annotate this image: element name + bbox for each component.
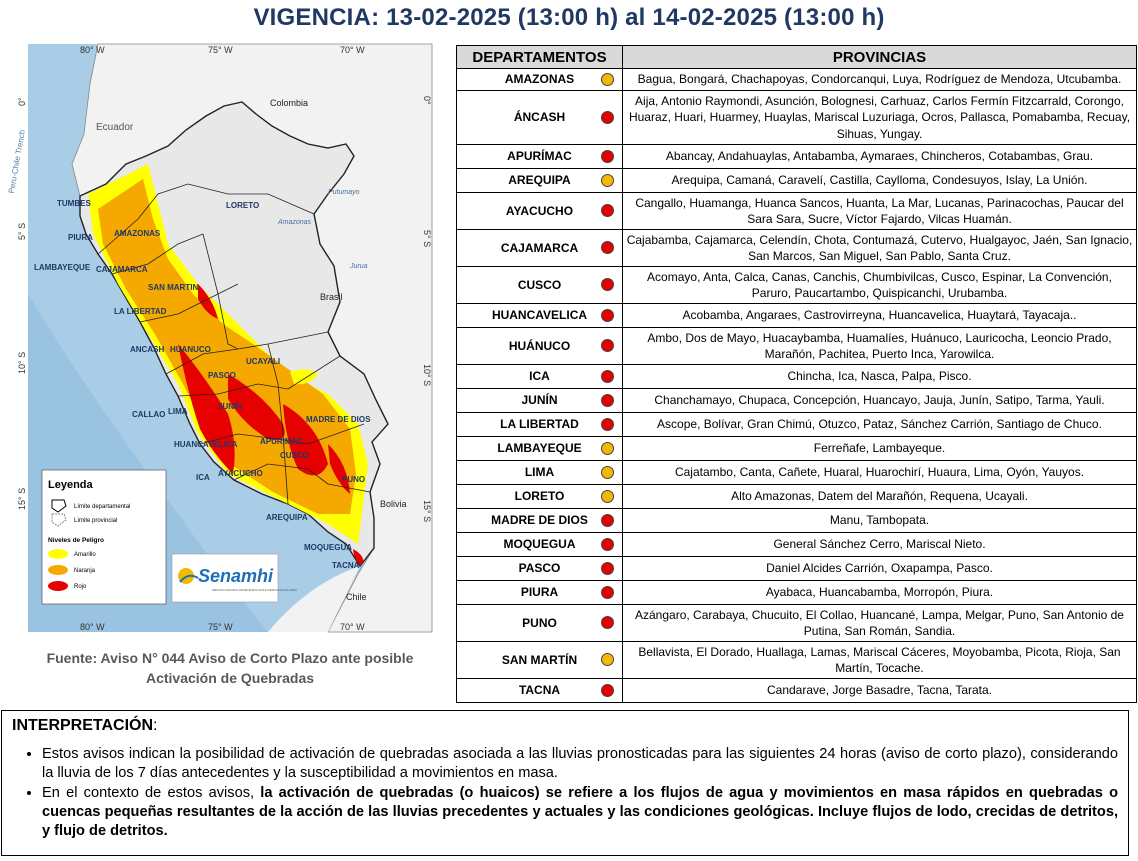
provinces-cell: Azángaro, Carabaya, Chucuito, El Collao, Huancané, Lampa, Melgar, Puno, San Antonio de Putina, San Román, Sandia. <box>623 605 1137 642</box>
provinces-cell: Ayabaca, Huancabamba, Morropón, Piura. <box>623 581 1137 605</box>
table-row <box>457 509 1137 533</box>
legend-dept-line: Límite departamental <box>74 504 131 510</box>
dept-name: CAJAMARCA <box>500 240 579 255</box>
map-dept-lima: LIMA <box>168 407 188 416</box>
dept-name: LAMBAYEQUE <box>497 441 582 456</box>
map-dept-huancavelica: HUANCAVELICA <box>174 440 238 449</box>
map-label-putumayo-river: Putumayo <box>328 189 360 196</box>
map-dept-callao: CALLAO <box>132 410 166 419</box>
dept-cell <box>457 91 623 145</box>
level-rojo-icon <box>601 339 614 352</box>
dept-name: HUANCAVELICA <box>491 308 588 323</box>
dept-cell <box>457 605 623 642</box>
source-line-2: Activación de Quebradas <box>145 670 315 686</box>
provinces-cell: Abancay, Andahuaylas, Antabamba, Aymaraes, Chincheros, Cotabambas, Grau. <box>623 145 1137 169</box>
map-lat-10-left: 10° S <box>17 351 27 374</box>
map-lat-15-right: 15° S <box>422 500 432 523</box>
dept-cell <box>457 230 623 267</box>
dept-cell <box>457 69 623 91</box>
map-dept-loreto: LORETO <box>226 201 260 210</box>
provinces-cell: Candarave, Jorge Basadre, Tacna, Tarata. <box>623 679 1137 703</box>
legend-swatch-rojo <box>48 581 68 591</box>
map-dept-madre-de-dios: MADRE DE DIOS <box>306 415 371 424</box>
dept-cell <box>457 461 623 485</box>
map-lon-75-top: 75° W <box>208 45 233 55</box>
legend-level-naranja: Naranja <box>74 568 96 574</box>
map-dept-amazonas: AMAZONAS <box>114 229 161 238</box>
dept-cell <box>457 679 623 703</box>
dept-cell <box>457 509 623 533</box>
table-row <box>457 413 1137 437</box>
provinces-cell: Acomayo, Anta, Calca, Canas, Canchis, Chumbivilcas, Cusco, Espinar, La Convención, Paruro, Paucartambo, Quispicanchi, Urubamba. <box>623 267 1137 304</box>
map-label-amazonas-river: Amazonas <box>278 219 312 226</box>
map-dept-lambayeque: LAMBAYEQUE <box>34 263 91 272</box>
dept-cell <box>457 304 623 328</box>
interpretation-list <box>12 745 1118 841</box>
bullet-2-bold: la activación de quebradas (o huaicos) se refiere a los flujos de agua y movimientos en masa rápidos en quebradas o cuencas pequeñas resultantes de la acción de las lluvias precedentes y actuales y las condiciones geológicas. Incluye flujos de lodo, crecidas de detritos, y flujo de detritos. <box>42 785 1118 839</box>
warning-map <box>6 44 432 632</box>
level-rojo-icon <box>601 309 614 322</box>
dept-cell <box>457 193 623 230</box>
table-row <box>457 145 1137 169</box>
table-row <box>457 642 1137 679</box>
level-naranja-icon <box>601 73 614 86</box>
map-lon-70-top: 70° W <box>340 45 365 55</box>
interpretation-bullet-1: • Estos avisos indican la posibilidad de activación de quebradas asociada a las lluvias pronosticadas para las siguientes 24 horas (aviso de corto plazo), considerando la lluvia de los 7 días antecedentes y la susceptibilidad a movimientos en masa. <box>42 745 1118 783</box>
map-lat-5-left: 5° S <box>17 222 27 240</box>
level-rojo-icon <box>601 241 614 254</box>
provinces-table <box>456 45 1137 703</box>
map-country-colombia: Colombia <box>270 98 309 108</box>
map-dept-ucayali: UCAYALI <box>246 357 281 366</box>
table-row <box>457 267 1137 304</box>
provinces-cell: Acobamba, Angaraes, Castrovirreyna, Huancavelica, Huaytará, Tayacaja.. <box>623 304 1137 328</box>
map-lat-5-right: 5° S <box>422 230 432 248</box>
level-rojo-icon <box>601 562 614 575</box>
dept-name: ICA <box>529 369 550 384</box>
provinces-cell: Cajabamba, Cajamarca, Celendín, Chota, Contumazá, Cutervo, Hualgayoc, Jaén, San Ignacio, San Marcos, San Miguel, San Pablo, Santa Cruz. <box>623 230 1137 267</box>
table-row <box>457 581 1137 605</box>
dept-cell <box>457 413 623 437</box>
legend-level-rojo: Rojo <box>74 584 87 590</box>
table-row <box>457 328 1137 365</box>
legend-levels-title: Niveles de Peligro <box>48 537 104 544</box>
map-country-brasil: Brasil <box>320 292 343 302</box>
table-row <box>457 437 1137 461</box>
legend-swatch-naranja <box>48 565 68 575</box>
dept-cell <box>457 389 623 413</box>
map-dept-tumbes: TUMBES <box>57 199 91 208</box>
table-row <box>457 605 1137 642</box>
dept-name: LIMA <box>524 465 555 480</box>
provinces-cell: Cangallo, Huamanga, Huanca Sancos, Huanta, La Mar, Lucanas, Parinacochas, Paucar del Sara Sara, Sucre, Víctor Fajardo, Vilcas Huamán. <box>623 193 1137 230</box>
provinces-cell: Ascope, Bolívar, Gran Chimú, Otuzco, Pataz, Sánchez Carrión, Santiago de Chuco. <box>623 413 1137 437</box>
level-rojo-icon <box>601 538 614 551</box>
dept-cell <box>457 365 623 389</box>
dept-name: CUSCO <box>517 277 562 292</box>
table-row <box>457 533 1137 557</box>
table-row <box>457 304 1137 328</box>
table-body <box>457 69 1137 703</box>
dept-cell <box>457 267 623 304</box>
level-naranja-icon <box>601 174 614 187</box>
map-lat-0-left: 0° <box>17 97 27 106</box>
table-row <box>457 230 1137 267</box>
map-lat-0-right: 0° <box>422 96 432 105</box>
provinces-cell: Aija, Antonio Raymondi, Asunción, Bolognesi, Carhuaz, Carlos Fermín Fitzcarrald, Corongo, Huaraz, Huari, Huarmey, Huaylas, Mariscal Luzuriaga, Ocros, Pallasca, Pomabamba, Recuay, Sihuas, Yungay. <box>623 91 1137 145</box>
table-row <box>457 485 1137 509</box>
level-rojo-icon <box>601 150 614 163</box>
dept-name: LORETO <box>514 489 565 504</box>
logo-subtitle: SERVICIO NACIONAL DE METEOROLOGÍA E HIDROLOGÍA DEL PERÚ <box>212 589 298 592</box>
table-row <box>457 679 1137 703</box>
map-dept-san-martin: SAN MARTIN <box>148 283 199 292</box>
map-dept-cusco: CUSCO <box>280 451 309 460</box>
level-naranja-icon <box>601 466 614 479</box>
dept-cell <box>457 328 623 365</box>
map-dept-piura: PIURA <box>68 233 93 242</box>
table-row <box>457 365 1137 389</box>
level-rojo-icon <box>601 370 614 383</box>
level-rojo-icon <box>601 616 614 629</box>
provinces-cell: Ambo, Dos de Mayo, Huacaybamba, Huamalíes, Huánuco, Lauricocha, Leoncio Prado, Marañón, Pachitea, Puerto Inca, Yarowilca. <box>623 328 1137 365</box>
provinces-cell: Daniel Alcides Carrión, Oxapampa, Pasco. <box>623 557 1137 581</box>
provinces-cell: Ferreñafe, Lambayeque. <box>623 437 1137 461</box>
dept-cell <box>457 557 623 581</box>
dept-name: MADRE DE DIOS <box>491 513 588 528</box>
dept-cell <box>457 145 623 169</box>
dept-name: PIURA <box>520 585 559 600</box>
dept-cell <box>457 437 623 461</box>
dept-cell <box>457 581 623 605</box>
provinces-cell: Bellavista, El Dorado, Huallaga, Lamas, Mariscal Cáceres, Moyobamba, Picota, Rioja, San Martín, Tocache. <box>623 642 1137 679</box>
map-country-ecuador: Ecuador <box>96 122 134 133</box>
provinces-cell: Cajatambo, Canta, Cañete, Huaral, Huarochirí, Huaura, Lima, Oyón, Yauyos. <box>623 461 1137 485</box>
map-lat-15-left: 15° S <box>17 487 27 510</box>
table-row <box>457 169 1137 193</box>
map-source <box>20 648 440 688</box>
map-dept-pasco: PASCO <box>208 371 236 380</box>
map-dept-puno: PUNO <box>342 475 366 484</box>
map-label-trench: Peru-Chile Trench <box>6 129 27 195</box>
page-title: VIGENCIA: 13-02-2025 (13:00 h) al 14-02-2025 (13:00 h) <box>253 4 885 31</box>
table-row <box>457 557 1137 581</box>
dept-cell <box>457 485 623 509</box>
provinces-cell: Bagua, Bongará, Chachapoyas, Condorcanqui, Luya, Rodríguez de Mendoza, Utcubamba. <box>623 69 1137 91</box>
map-dept-apurimac: APURIMAC <box>260 437 304 446</box>
map-lon-70-bottom: 70° W <box>340 622 365 632</box>
logo-name: Senamhi <box>198 566 274 586</box>
map-country-chile: Chile <box>346 592 367 602</box>
header-departamentos: DEPARTAMENTOS <box>457 46 623 69</box>
provinces-cell: Manu, Tambopata. <box>623 509 1137 533</box>
level-rojo-icon <box>601 111 614 124</box>
map-dept-la-libertad: LA LIBERTAD <box>114 307 167 316</box>
dept-name: ÁNCASH <box>513 110 566 125</box>
interpretation-bullet-2 <box>42 784 1118 841</box>
table-row <box>457 91 1137 145</box>
dept-cell <box>457 642 623 679</box>
dept-cell <box>457 169 623 193</box>
legend-level-amarillo: Amarillo <box>74 552 96 558</box>
header-provincias: PROVINCIAS <box>623 46 1137 69</box>
legend-prov-line: Límite provincial <box>74 518 118 524</box>
level-naranja-icon <box>601 653 614 666</box>
map-dept-arequipa: AREQUIPA <box>266 513 308 522</box>
dept-name: AYACUCHO <box>505 203 574 218</box>
interpretation-box <box>1 710 1129 856</box>
map-dept-ayacucho: AYACUCHO <box>218 469 263 478</box>
dept-name: TACNA <box>518 683 561 698</box>
level-rojo-icon <box>601 418 614 431</box>
map-lon-80-bottom: 80° W <box>80 622 105 632</box>
map-dept-tacna: TACNA <box>332 561 360 570</box>
dept-name: PUNO <box>522 615 557 630</box>
level-rojo-icon <box>601 684 614 697</box>
provinces-cell: Arequipa, Camaná, Caravelí, Castilla, Caylloma, Condesuyos, Islay, La Unión. <box>623 169 1137 193</box>
table-row <box>457 69 1137 91</box>
provinces-cell: Chanchamayo, Chupaca, Concepción, Huancayo, Jauja, Junín, Satipo, Tarma, Yauli. <box>623 389 1137 413</box>
provinces-cell: General Sánchez Cerro, Mariscal Nieto. <box>623 533 1137 557</box>
interpretation-heading <box>12 717 1118 735</box>
map-lon-80-top: 80° W <box>80 45 105 55</box>
dept-name: JUNÍN <box>521 393 558 408</box>
table-row <box>457 461 1137 485</box>
source-line-1: Fuente: Aviso N° 044 Aviso de Corto Plazo ante posible <box>46 650 414 666</box>
map-label-jurua-river: Jurua <box>350 263 368 270</box>
level-naranja-icon <box>601 442 614 455</box>
level-rojo-icon <box>601 204 614 217</box>
map-lat-10-right: 10° S <box>422 364 432 387</box>
legend-swatch-amarillo <box>48 549 68 559</box>
map-dept-ica: ICA <box>196 473 210 482</box>
interpretation-title: INTERPRETACIÓN <box>12 717 154 734</box>
map-dept-moquegua: MOQUEGUA <box>304 543 352 552</box>
table-row <box>457 193 1137 230</box>
interpretation-colon: : <box>153 717 158 734</box>
level-rojo-icon <box>601 586 614 599</box>
map-dept-junin: JUNIN <box>218 402 243 411</box>
map-dept-ancash: ANCASH <box>130 345 165 354</box>
map-country-bolivia: Bolivia <box>380 499 407 509</box>
provinces-cell: Chincha, Ica, Nasca, Palpa, Pisco. <box>623 365 1137 389</box>
table-row <box>457 389 1137 413</box>
dept-name: MOQUEGUA <box>503 537 576 552</box>
dept-name: LA LIBERTAD <box>500 417 579 432</box>
level-rojo-icon <box>601 394 614 407</box>
legend-title: Leyenda <box>48 479 93 491</box>
map-lon-75-bottom: 75° W <box>208 622 233 632</box>
map-legend <box>42 470 166 604</box>
level-rojo-icon <box>601 278 614 291</box>
dept-name: HUÁNUCO <box>508 338 571 353</box>
bullet-2-plain: En el contexto de estos avisos, <box>42 785 261 801</box>
dept-name: APURÍMAC <box>507 149 572 164</box>
dept-name: SAN MARTÍN <box>501 652 578 667</box>
map-dept-cajamarca: CAJAMARCA <box>96 265 148 274</box>
level-naranja-icon <box>601 490 614 503</box>
dept-name: AMAZONAS <box>504 72 575 87</box>
provinces-cell: Alto Amazonas, Datem del Marañón, Requena, Ucayali. <box>623 485 1137 509</box>
dept-cell <box>457 533 623 557</box>
level-rojo-icon <box>601 514 614 527</box>
dept-name: PASCO <box>518 561 561 576</box>
dept-name: AREQUIPA <box>508 173 571 188</box>
map-dept-huanuco: HUANUCO <box>170 345 211 354</box>
